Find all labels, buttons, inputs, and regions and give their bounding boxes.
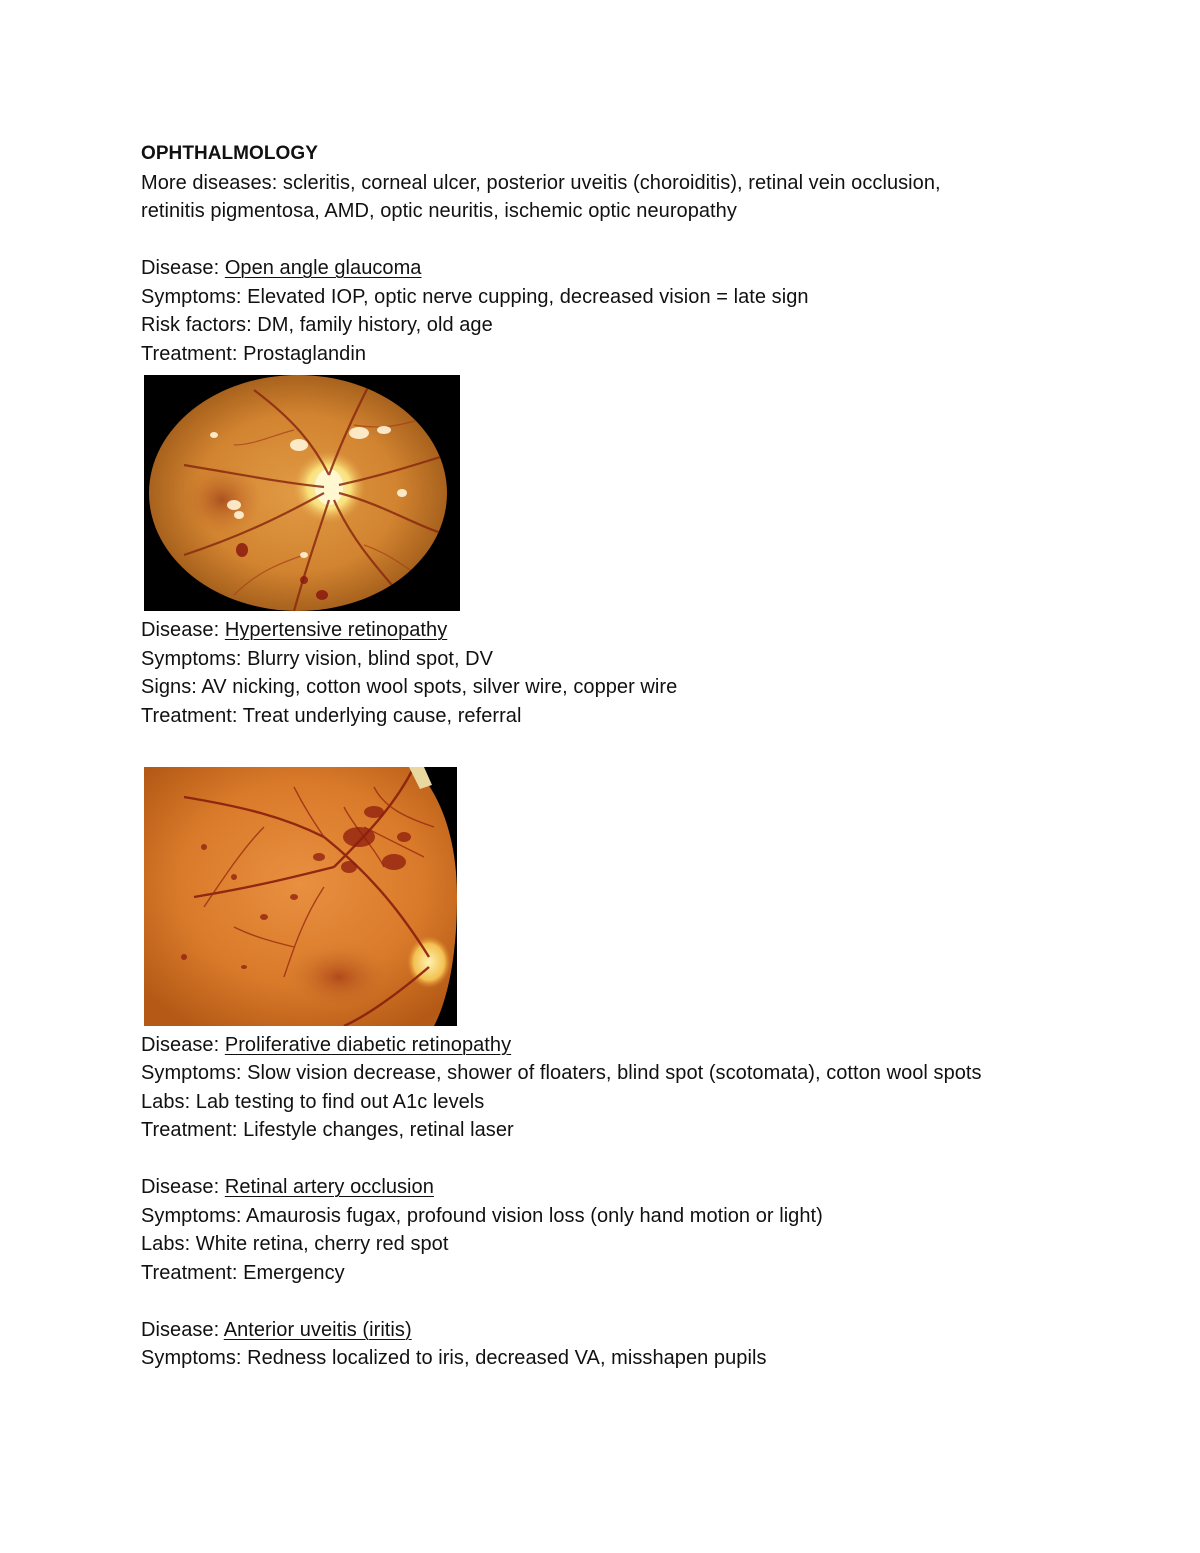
disease-label: Disease:: [141, 619, 225, 641]
section-line: Signs: AV nicking, cotton wool spots, silver wire, copper wire: [141, 676, 678, 698]
disease-name: Retinal artery occlusion: [224, 1176, 434, 1198]
section-line: Treatment: Prostaglandin: [141, 342, 367, 365]
disease-name: Anterior uveitis (iritis): [223, 1318, 412, 1341]
disease-label: Disease:: [141, 1318, 224, 1341]
section-line: Symptoms: Blurry vision, blind spot, DV: [141, 647, 494, 670]
section-line: Treatment: Lifestyle changes, retinal laser: [141, 1119, 514, 1141]
disease-label: Disease:: [141, 1176, 225, 1198]
section-line: Symptoms: Elevated IOP, optic nerve cupping, decreased vision = late sign: [141, 285, 809, 308]
section-line: Treatment: Treat underlying cause, referral: [141, 704, 522, 727]
section-line: Risk factors: DM, family history, old age: [141, 314, 493, 336]
section-line: Symptoms: Redness localized to iris, decreased VA, misshapen pupils: [141, 1347, 767, 1369]
intro-line-2: retinitis pigmentosa, AMD, optic neuritis, ischemic optic neuropathy: [141, 200, 737, 222]
disease-heading: [141, 1031, 1141, 1060]
section-line: Treatment: Emergency: [141, 1261, 345, 1284]
intro-line-1: More diseases: scleritis, corneal ulcer, posterior uveitis (choroiditis), retinal vein occlusion,: [141, 171, 941, 194]
disease-name: Hypertensive retinopathy: [224, 619, 448, 641]
disease-name: Proliferative diabetic retinopathy: [224, 1033, 512, 1056]
disease-heading: [141, 616, 1141, 645]
section-line: Labs: White retina, cherry red spot: [141, 1233, 449, 1255]
section-line: Symptoms: Amaurosis fugax, profound vision loss (only hand motion or light): [141, 1204, 823, 1227]
disease-heading: [141, 1316, 1141, 1345]
disease-label: Disease:: [141, 1033, 225, 1056]
fundus-photo-diabetic: [144, 767, 457, 1026]
disease-heading: [141, 254, 1141, 283]
disease-name: Open angle glaucoma: [224, 257, 422, 279]
document-body: [141, 140, 1141, 1373]
fundus-photo-hypertensive: [144, 375, 460, 611]
disease-label: Disease:: [141, 257, 225, 279]
section-line: Labs: Lab testing to find out A1c levels: [141, 1090, 485, 1113]
section-line: Symptoms: Slow vision decrease, shower of floaters, blind spot (scotomata), cotton wool spots: [141, 1062, 982, 1084]
document-title: OPHTHALMOLOGY: [141, 143, 318, 164]
disease-heading: [141, 1173, 1141, 1202]
